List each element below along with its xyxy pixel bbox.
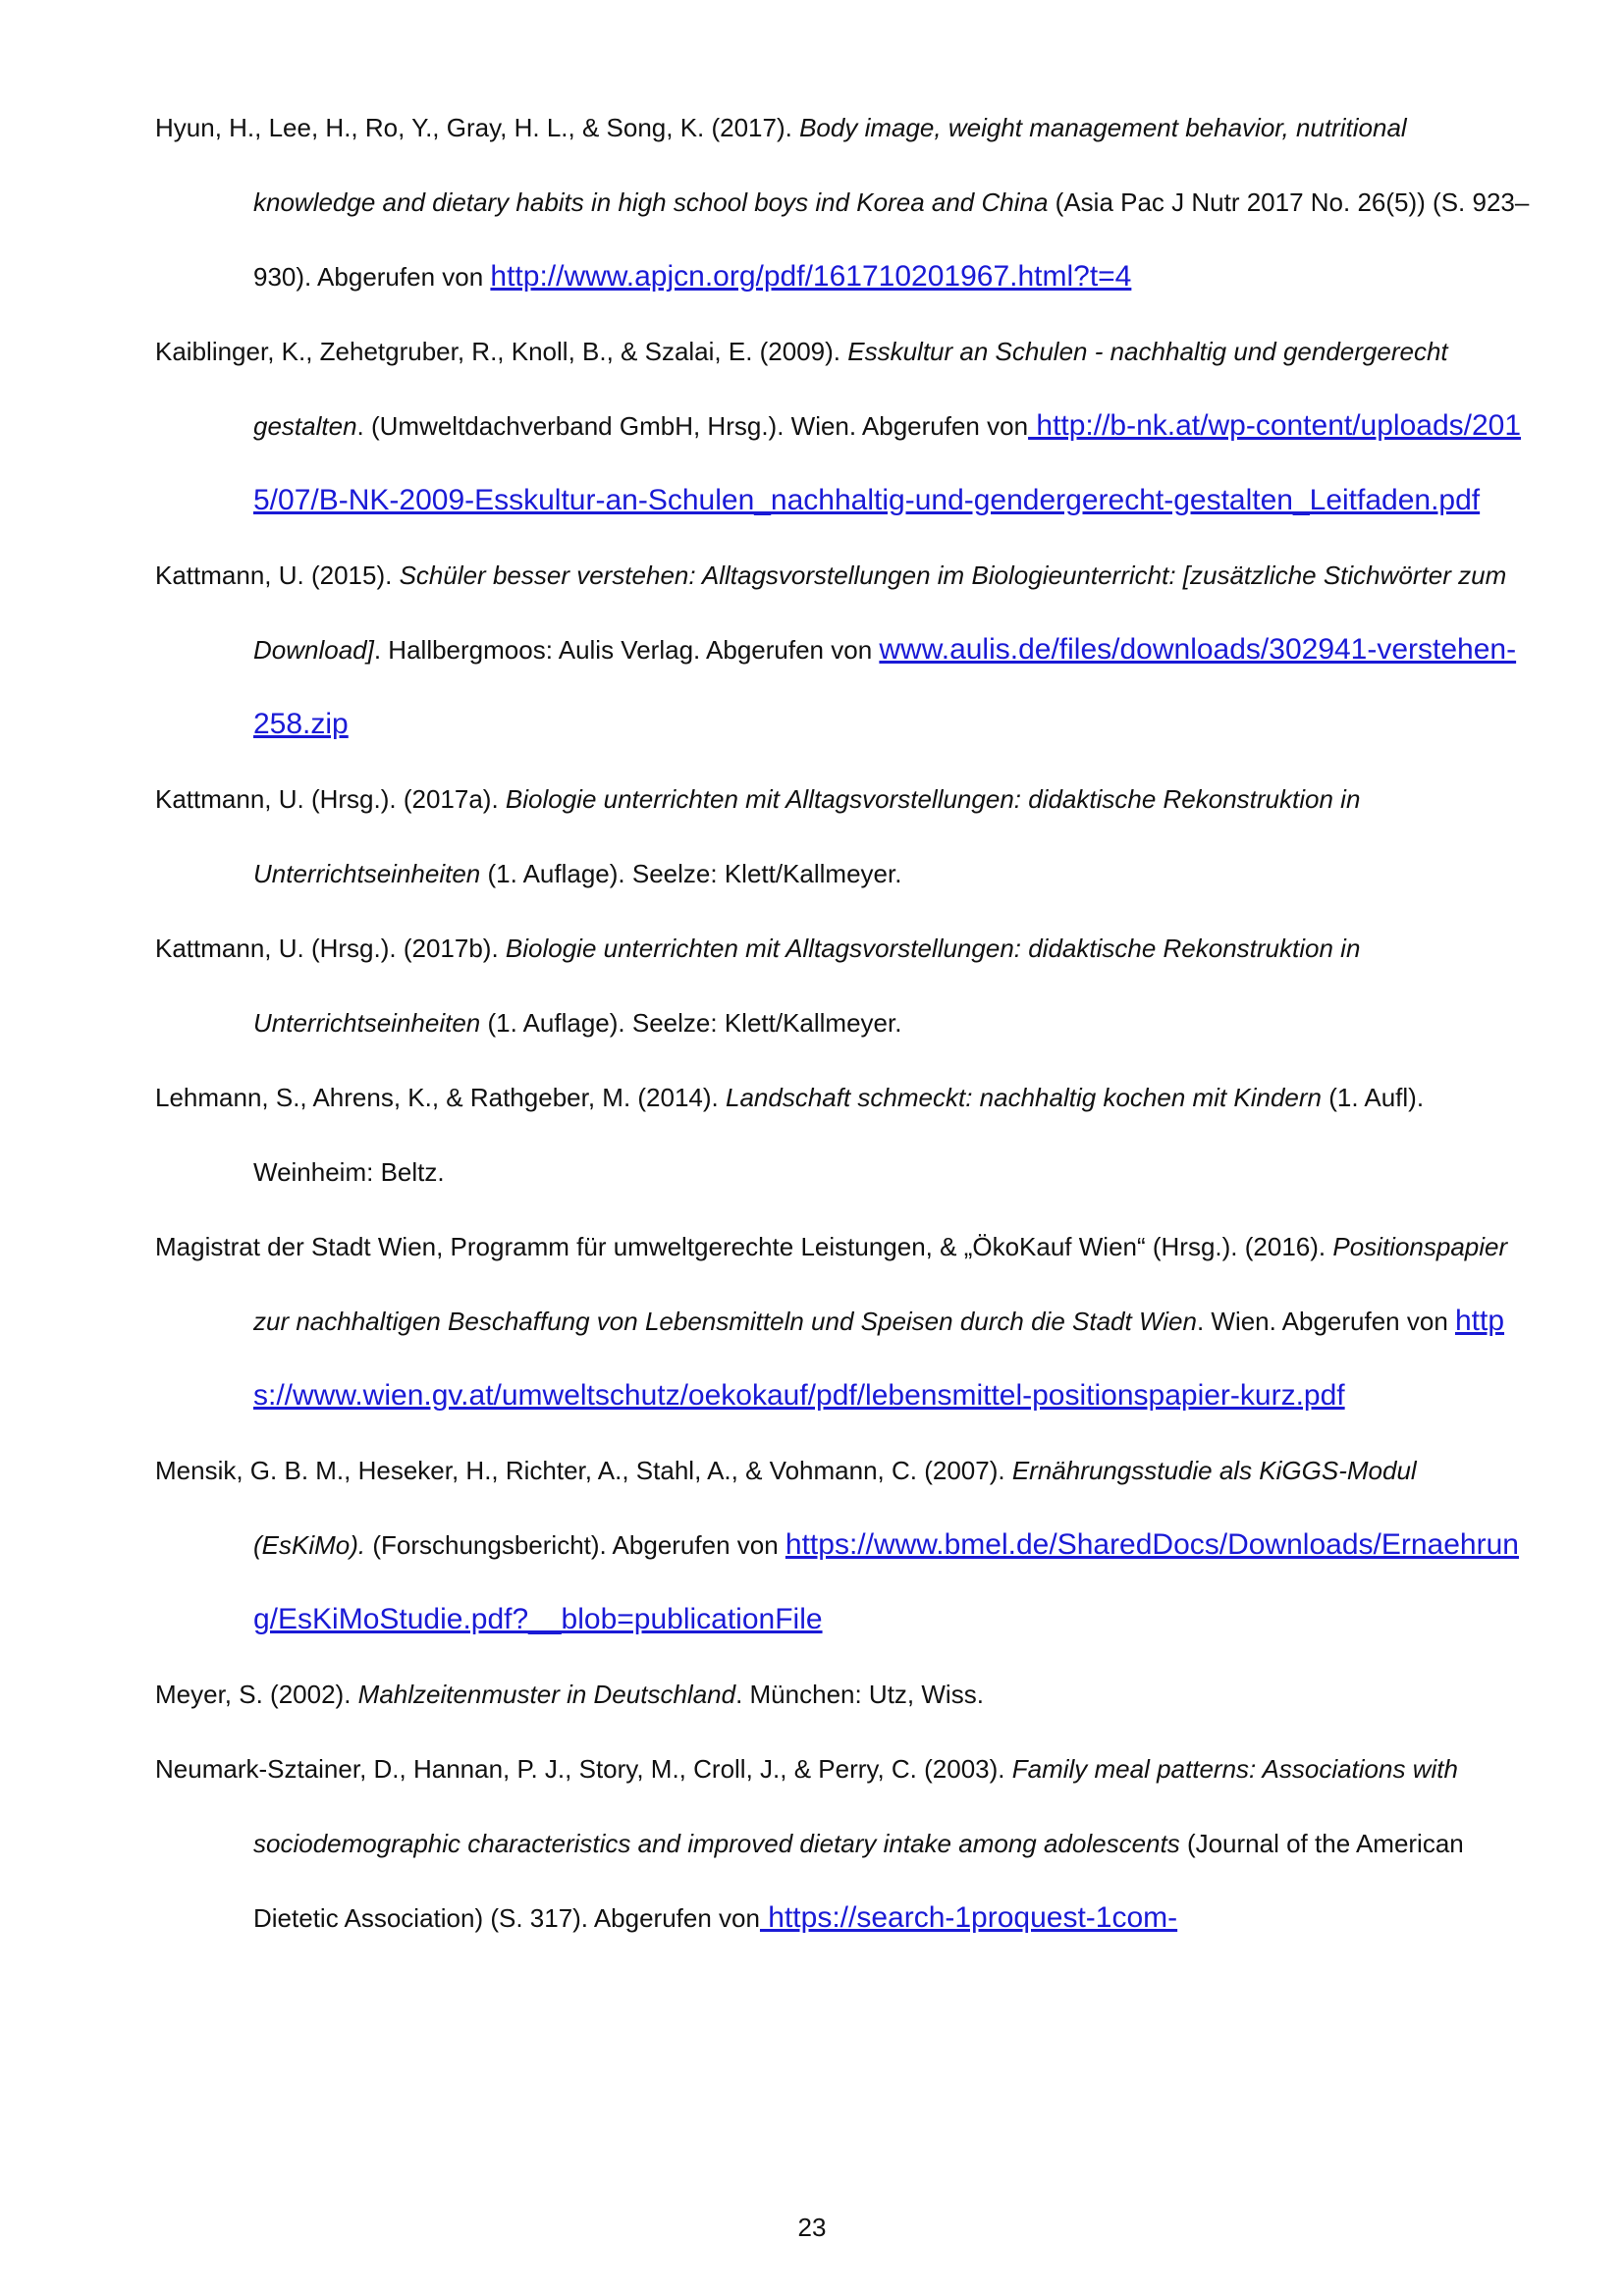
- reference-link[interactable]: http://www.apjcn.org/pdf/161710201967.html?t=4: [490, 260, 1132, 293]
- reference-entry: [155, 1060, 1530, 1209]
- reference-authors: Neumark-Sztainer, D., Hannan, P. J., Story, M., Croll, J., & Perry, C. (2003).: [155, 1754, 1012, 1784]
- reference-authors: Hyun, H., Lee, H., Ro, Y., Gray, H. L., & Song, K. (2017).: [155, 113, 800, 142]
- reference-title: Biologie unterrichten mit Alltagsvorstellungen: didaktische Rekonstruktion in Unterrichtseinheiten: [253, 934, 1361, 1038]
- reference-authors: Meyer, S. (2002).: [155, 1680, 358, 1709]
- page-number: 23: [797, 2213, 827, 2242]
- reference-authors: Lehmann, S., Ahrens, K., & Rathgeber, M. (2014).: [155, 1083, 726, 1112]
- reference-title: Schüler besser verstehen: Alltagsvorstellungen im Biologieunterricht: [zusätzliche Stichwörter zum Download]: [253, 561, 1507, 665]
- reference-link[interactable]: http://b-nk.at/wp-content/uploads/2015/07/B-NK-2009-Esskultur-an-Schulen_nachhaltig-und-gendergerecht-gestalten_Leitfaden.pdf: [253, 409, 1522, 516]
- reference-details: (Asia Pac J Nutr 2017 No. 26(5)) (S. 923–930). Abgerufen von: [253, 187, 1530, 292]
- reference-entry: [155, 911, 1530, 1060]
- reference-details: (1. Auflage). Seelze: Klett/Kallmeyer.: [480, 1008, 902, 1038]
- reference-details: . Hallbergmoos: Aulis Verlag. Abgerufen von: [373, 635, 880, 665]
- reference-title: Esskultur an Schulen - nachhaltig und gendergerecht gestalten: [253, 337, 1448, 441]
- reference-authors: Kaiblinger, K., Zehetgruber, R., Knoll, B., & Szalai, E. (2009).: [155, 337, 848, 366]
- reference-details: (1. Auflage). Seelze: Klett/Kallmeyer.: [480, 859, 902, 888]
- reference-entry: [155, 762, 1530, 911]
- reference-link[interactable]: https://www.bmel.de/SharedDocs/Downloads/Ernaehrung/EsKiMoStudie.pdf?__blob=publicationFile: [253, 1528, 1519, 1635]
- reference-title: Family meal patterns: Associations with sociodemographic characteristics and improved dietary intake among adolescents: [253, 1754, 1458, 1858]
- reference-entry: [155, 314, 1530, 538]
- reference-details: (Forschungsbericht). Abgerufen von: [365, 1530, 785, 1560]
- reference-title: Positionspapier zur nachhaltigen Beschaffung von Lebensmitteln und Speisen durch die Stadt Wien: [253, 1232, 1508, 1336]
- reference-entry: [155, 1209, 1530, 1433]
- reference-link[interactable]: https://search-1proquest-1com-: [759, 1901, 1178, 1934]
- reference-entry: [155, 90, 1530, 314]
- reference-link[interactable]: https://www.wien.gv.at/umweltschutz/oekokauf/pdf/lebensmittel-positionspapier-kurz.pdf: [253, 1305, 1505, 1412]
- reference-authors: Kattmann, U. (2015).: [155, 561, 400, 590]
- reference-details: . (Umweltdachverband GmbH, Hrsg.). Wien. Abgerufen von: [356, 411, 1029, 441]
- reference-details: . Wien. Abgerufen von: [1196, 1307, 1455, 1336]
- reference-link[interactable]: www.aulis.de/files/downloads/302941-verstehen-258.zip: [253, 633, 1517, 740]
- reference-title: Biologie unterrichten mit Alltagsvorstellungen: didaktische Rekonstruktion in Unterrichtseinheiten: [253, 784, 1361, 888]
- reference-entry: [155, 1732, 1530, 1955]
- reference-authors: Magistrat der Stadt Wien, Programm für umweltgerechte Leistungen, & „ÖkoKauf Wien“ (Hrsg.). (2016).: [155, 1232, 1333, 1261]
- reference-title: Body image, weight management behavior, nutritional knowledge and dietary habits in high school boys ind Korea and China: [253, 113, 1407, 217]
- reference-entry: [155, 1657, 1530, 1732]
- reference-title: Mahlzeitenmuster in Deutschland: [357, 1680, 736, 1709]
- reference-authors: Mensik, G. B. M., Heseker, H., Richter, A., Stahl, A., & Vohmann, C. (2007).: [155, 1456, 1012, 1485]
- reference-details: (Journal of the American Dietetic Association) (S. 317). Abgerufen von: [253, 1829, 1464, 1933]
- reference-title: Landschaft schmeckt: nachhaltig kochen mit Kindern: [726, 1083, 1323, 1112]
- reference-details: . München: Utz, Wiss.: [735, 1680, 984, 1709]
- reference-details: (1. Aufl). Weinheim: Beltz.: [253, 1083, 1425, 1187]
- reference-list: [155, 90, 1530, 1955]
- reference-authors: Kattmann, U. (Hrsg.). (2017b).: [155, 934, 506, 963]
- reference-entry: [155, 1433, 1530, 1657]
- reference-title: Ernährungsstudie als KiGGS-Modul (EsKiMo).: [253, 1456, 1417, 1560]
- reference-authors: Kattmann, U. (Hrsg.). (2017a).: [155, 784, 506, 814]
- reference-entry: [155, 538, 1530, 762]
